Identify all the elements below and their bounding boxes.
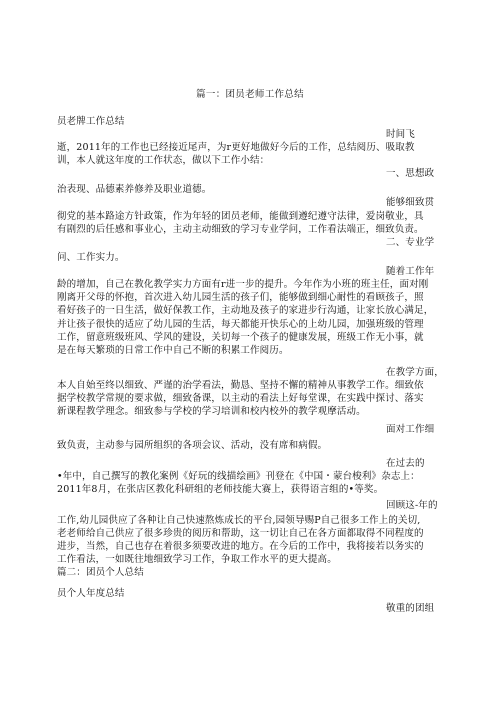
document-title: 篇一：团员老师工作总结: [196, 89, 304, 100]
paragraph-line: 在教学方面，: [386, 367, 444, 378]
paragraph-line: 工作看法，一如既往地细致学习工作，争取工作水平的更大提高。: [57, 554, 337, 565]
section-heading: 员老牌工作总结: [57, 116, 125, 127]
section-heading: 员个人年度总结: [57, 588, 125, 599]
paragraph-line: 时间飞: [386, 129, 415, 140]
paragraph-line: 一、思想政: [386, 168, 435, 179]
section-heading: 篇二：团员个人总结: [57, 567, 144, 578]
paragraph-line: 据学校教学常规的要求做，细致备课，以主动的看法上好每堂课，在实践中探讨、落实: [57, 393, 424, 404]
paragraph-line: 随着工作年: [386, 266, 435, 277]
paragraph-line: 工作,幼儿园供应了各种让自己快速熬炼成长的平台,园领导赐P自己很多工作上的关切,: [57, 515, 421, 526]
paragraph-line: 有剧烈的后任感和事业心，主动主动细致的学习专业学问，工作看法端正，细致负责。: [57, 224, 424, 235]
paragraph-line: 逝，2011年的工作也已经接近尾声，为r更好地做好今后的工作，总结阅历、吸取教: [57, 142, 415, 153]
paragraph-line: 2011年8月，在张店区教化科研组的老师技能大赛上，获得语言组的•等奖。: [57, 484, 384, 495]
paragraph-line: 在过去的: [386, 458, 425, 469]
paragraph-line: 敬重的团组: [386, 603, 435, 614]
paragraph-line: 治表现、品德素养修养及职业道德。: [57, 184, 212, 195]
paragraph-line: 训，本人就这年度的工作状态，做以下工作小结：: [57, 155, 270, 166]
paragraph-line: 龄的增加，自己在教化教学实力方面有r进一步的提升。今年作为小班的班主任，面对刚: [57, 279, 429, 290]
paragraph-line: 能够细致贯: [386, 197, 435, 208]
paragraph-line: 回顾这-年的: [386, 500, 438, 511]
paragraph-line: 工作，留意班级班风、学风的建设，关切每一个孩子的健康发展，班级工作无小事，就: [57, 332, 424, 343]
paragraph-line: 二、专业学: [386, 237, 435, 248]
paragraph-line: 本人自始至终以细致、严谨的治学看法，勤恳、坚持不懈的精神从事教学工作。细致依: [57, 380, 424, 391]
paragraph-line: 面对工作细: [386, 424, 435, 435]
paragraph-line: •年中，自己撰写的教化案例《好玩的线描绘画》刊登在《中国・蒙台梭利》杂志上：: [57, 471, 420, 482]
paragraph-line: 是在每天繁琐的日常工作中自己不断的积累工作阅历。: [57, 345, 289, 356]
paragraph-line: 进步，当然，自己也存在着很多须要改进的地方。在今后的工作中，我将接若以务实的: [57, 541, 424, 552]
paragraph-line: 看好孩子的一日生活，做好保教工作，主动地及孩子的家进步行沟通，让家长放心满足，: [57, 305, 434, 316]
paragraph-line: 致负责，主动参与园所组织的各项会议、活动，没有席和病假。: [57, 440, 328, 451]
paragraph-line: 老老师给自己供应了很多珍贵的阅历和帮助，这一切让自己在各方面都取得不同程度的: [57, 528, 424, 539]
paragraph-line: 彻党的基本路途方针政策，作为年轻的团员老师，能做到遵纪遵守法律，爱岗敬业，具: [57, 211, 424, 222]
paragraph-line: 刚离开父母的怀抱，首次进入幼儿园生活的孩子们，能够做到细心耐性的看顾孩子，照: [57, 292, 424, 303]
paragraph-line: 并让孩子很快的适应了幼儿园的生活，每天都能开快乐心的上幼儿园，加强班级的管理: [57, 319, 424, 330]
paragraph-line: 问、工作实力。: [57, 252, 125, 263]
paragraph-line: 新课程教学理念。细致参与学校的学习培训和校内校外的教学观摩活动。: [57, 406, 366, 417]
